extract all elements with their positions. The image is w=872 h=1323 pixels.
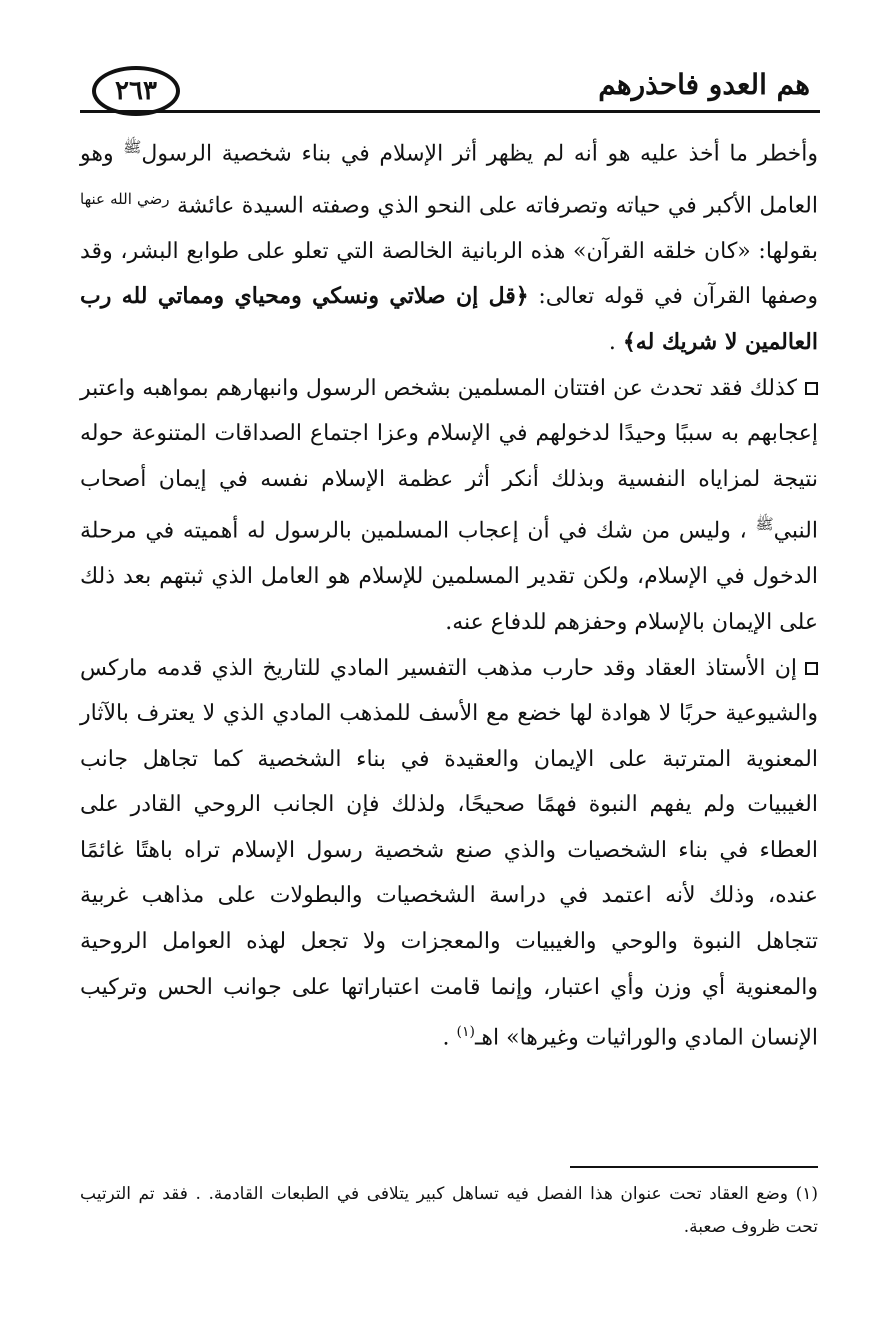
paragraph-1-text-c: بقولها: «كان خلقه القرآن» هذه الربانية الخالصة التي تعلو على طوابع البشر، وقد وصفها القرآن في قوله تعالى:	[80, 238, 818, 310]
footnote-rule	[570, 1166, 818, 1168]
header-rule	[80, 110, 820, 113]
paragraph-1-text-a: وأخطر ما أخذ عليه هو أنه لم يظهر أثر الإسلام في بناء شخصية الرسول	[141, 141, 819, 167]
honorific-mark: ﷺ	[755, 515, 774, 534]
honorific-mark: رضي الله عنها	[80, 189, 170, 208]
running-title: هم العدو فاحذرهم	[598, 68, 810, 101]
paragraph-marker-icon	[805, 382, 818, 395]
quran-verse: ﴿قل إن صلاتي ونسكي ومحياي ومماتي لله رب العالمين لا شريك له﴾	[80, 283, 818, 356]
paragraph-3	[80, 646, 818, 1062]
page-number: ٢٦٣	[115, 76, 157, 106]
paragraph-2	[80, 366, 818, 646]
paragraph-marker-icon	[805, 662, 818, 675]
paragraph-1-text-b: وهو العامل الأكبر في حياته وتصرفاته على النحو الذي وصفته السيدة عائشة	[80, 141, 818, 219]
footnote	[80, 1178, 818, 1244]
honorific-mark: ﷺ	[123, 138, 142, 156]
paragraph-2-text-a: كذلك فقد تحدث عن افتتان المسلمين بشخص الرسول وانبهارهم بمواهبه واعتبر إعجابهم به سببًا وحيدًا لدخولهم في الإسلام وعزا اجتماع الصداقات المتنوعة حوله نتيجة لمزاياه النفسية وبذلك أنكر أثر عظمة الإسلام نفسه في إيمان أصحاب النبي	[80, 375, 818, 544]
paragraph-1	[80, 125, 818, 366]
paragraph-1-end: .	[608, 330, 623, 356]
page-header	[80, 58, 820, 118]
main-text	[80, 125, 818, 1061]
paragraph-3-end: .	[442, 1025, 457, 1051]
paragraph-2-text-b: ، وليس من شك في أن إعجاب المسلمين بالرسول له أهميته في مرحلة الدخول في الإسلام، ولكن تقدير المسلمين للإسلام هو العامل الذي ثبتهم بعد ذلك على الإيمان بالإسلام وحفزهم للدفاع عنه.	[80, 518, 818, 635]
page-number-badge	[92, 66, 180, 116]
paragraph-3-text: إن الأستاذ العقاد وقد حارب مذهب التفسير المادي للتاريخ الذي قدمه ماركس والشيوعية حربًا لا هوادة لها خضع مع الأسف للمذهب المادي الذي لا يعترف بالآثار المعنوية المترتبة على الإيمان والعقيدة في بناء الشخصية كما تجاهل جانب الغيبيات ولم يفهم النبوة فهمًا صحيحًا، ولذلك فإن الجانب الروحي القادر على العطاء في بناء الشخصيات والذي صنع شخصية رسول الإسلام تراه باهتًا غائمًا عنده، وذلك لأنه اعتمد في دراسة الشخصيات والبطولات على مذاهب غربية تتجاهل النبوة والوحي والغيبيات والمعجزات ولا تجعل لهذه العوامل الروحية والمعنوية أي وزن وأي اعتبار، وإنما قامت اعتباراتها على جوانب الحس وتركيب الإنسان المادي والوراثيات وغيرها» اهـ	[80, 655, 818, 1051]
footnote-text: (١) وضع العقاد تحت عنوان هذا الفصل فيه تساهل كبير يتلافى في الطبعات القادمة. . فقد تم الترتيب تحت ظروف صعبة.	[80, 1184, 818, 1237]
footnote-reference: (١)	[456, 1024, 475, 1041]
